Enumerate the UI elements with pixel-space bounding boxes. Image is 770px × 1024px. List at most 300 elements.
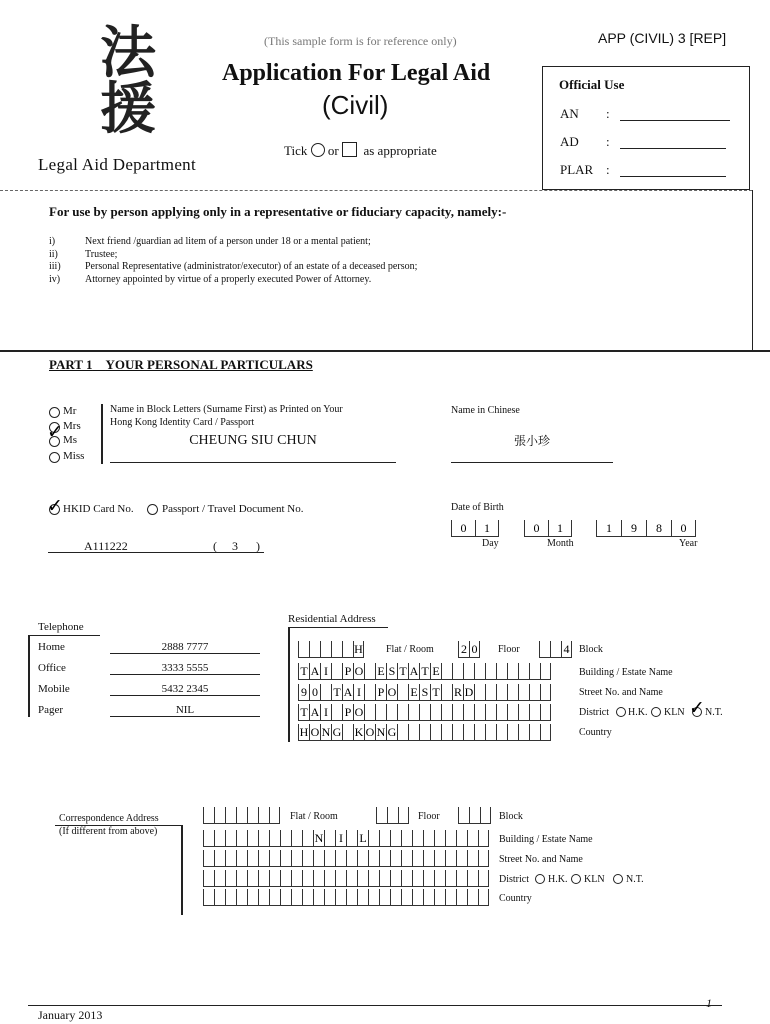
corr-district-cell[interactable] xyxy=(269,870,280,887)
department-name: Legal Aid Department xyxy=(38,155,197,174)
corr-building-boxes[interactable] xyxy=(203,830,489,847)
corr-street-cell[interactable] xyxy=(456,850,467,867)
dob-year-digit[interactable]: 0 xyxy=(671,520,696,537)
corr-building-cell[interactable] xyxy=(401,830,412,847)
res-district-cell[interactable] xyxy=(474,704,485,721)
res-street-cell[interactable]: T xyxy=(331,684,342,701)
corr-flat-boxes[interactable] xyxy=(203,807,280,824)
corr-country-cell[interactable] xyxy=(236,889,247,906)
corr-street-cell[interactable] xyxy=(291,850,302,867)
res-country-cell[interactable] xyxy=(397,724,408,741)
res-flat-cell[interactable] xyxy=(309,641,320,658)
corr-street-cell[interactable] xyxy=(247,850,258,867)
corr-building-cell[interactable] xyxy=(302,830,313,847)
dob-year-label: Year xyxy=(679,538,698,549)
ad-field[interactable] xyxy=(620,148,726,149)
res-street-cell[interactable] xyxy=(485,684,496,701)
corr-country-cell[interactable] xyxy=(368,889,379,906)
corr-street-cell[interactable] xyxy=(269,850,280,867)
corr-building-cell[interactable]: N xyxy=(314,831,324,845)
corr-country-cell[interactable] xyxy=(258,889,269,906)
res-district-cell[interactable] xyxy=(496,704,507,721)
res-street-cell[interactable]: E xyxy=(408,684,419,701)
res-building-cell[interactable] xyxy=(540,663,551,680)
corr-building-cell[interactable] xyxy=(280,830,291,847)
corr-district-cell[interactable] xyxy=(335,870,346,887)
corr-country-cell[interactable] xyxy=(401,889,412,906)
res-street-cell[interactable] xyxy=(496,684,507,701)
res-street-cell[interactable]: 0 xyxy=(309,684,320,701)
dob-year-digit[interactable]: 8 xyxy=(646,520,671,537)
res-flat-boxes[interactable] xyxy=(298,641,364,658)
corr-country-cell[interactable] xyxy=(269,889,280,906)
form-title-line2: (Civil) xyxy=(322,90,389,120)
corr-building-cell[interactable] xyxy=(236,830,247,847)
corr-street-cell[interactable] xyxy=(401,850,412,867)
list-item: iv) Attorney appointed by virtue of a properly executed Power of Attorney. xyxy=(49,274,372,286)
corr-flat-cell[interactable] xyxy=(236,807,247,824)
instruction-circle-icon xyxy=(311,143,325,157)
tel-home-underline xyxy=(110,653,260,654)
res-street-cell[interactable]: I xyxy=(353,684,364,701)
corr-building-cell[interactable] xyxy=(390,830,401,847)
corr-flat-cell[interactable] xyxy=(214,807,225,824)
name-underline xyxy=(110,462,396,463)
corr-street-cell[interactable] xyxy=(478,850,489,867)
res-street-cell[interactable] xyxy=(474,684,485,701)
res-building-cell[interactable]: I xyxy=(320,663,331,680)
corr-district-cell[interactable] xyxy=(478,870,489,887)
dob-month-digit[interactable]: 0 xyxy=(524,520,548,537)
corr-country-cell[interactable] xyxy=(335,889,346,906)
res-country-cell[interactable] xyxy=(419,724,430,741)
corr-country-cell[interactable] xyxy=(203,889,214,906)
corr-street-cell[interactable] xyxy=(313,850,324,867)
corr-country-cell[interactable] xyxy=(423,889,434,906)
corr-street-cell[interactable] xyxy=(346,850,357,867)
res-flat-cell[interactable] xyxy=(298,641,309,658)
res-country-cell[interactable] xyxy=(430,724,441,741)
chinese-name-value[interactable]: 張小珍 xyxy=(513,434,550,448)
corr-building-cell[interactable] xyxy=(368,830,379,847)
res-district-cell[interactable] xyxy=(408,704,419,721)
res-country-cell[interactable]: G xyxy=(387,725,397,739)
res-district-cell[interactable] xyxy=(331,704,342,721)
tel-home-value[interactable]: 2888 7777 xyxy=(161,641,209,653)
dob-month-digit[interactable]: 1 xyxy=(548,520,572,537)
corr-district-cell[interactable] xyxy=(379,870,390,887)
corr-country-cell[interactable] xyxy=(302,889,313,906)
res-district-cell[interactable] xyxy=(386,704,397,721)
res-building-cell[interactable]: T xyxy=(397,663,408,680)
corr-country-cell[interactable] xyxy=(445,889,456,906)
res-district-cell[interactable]: T xyxy=(298,704,309,721)
section-right-border xyxy=(752,190,753,350)
res-street-cell[interactable] xyxy=(397,684,408,701)
corr-street-cell[interactable] xyxy=(225,850,236,867)
corr-building-cell[interactable] xyxy=(456,830,467,847)
res-country-cell[interactable]: K xyxy=(354,725,364,739)
res-district-cell[interactable] xyxy=(463,704,474,721)
res-district-cell[interactable] xyxy=(485,704,496,721)
corr-district-cell[interactable] xyxy=(247,870,258,887)
corr-district-cell[interactable] xyxy=(214,870,225,887)
res-country-cell[interactable]: N xyxy=(376,725,386,739)
corr-building-cell[interactable] xyxy=(478,830,489,847)
res-street-boxes[interactable] xyxy=(298,684,551,701)
corr-district-cell[interactable] xyxy=(456,870,467,887)
res-street-cell[interactable] xyxy=(518,684,529,701)
dob-day-boxes[interactable] xyxy=(451,520,499,537)
nt-checkmark-icon: ✓ xyxy=(689,697,705,719)
res-country-label: Country xyxy=(579,727,612,738)
res-country-cell[interactable] xyxy=(485,724,496,741)
res-country-cell[interactable]: N xyxy=(321,725,331,739)
res-building-cell[interactable] xyxy=(529,663,540,680)
res-street-cell[interactable]: S xyxy=(419,684,430,701)
corr-street-cell[interactable] xyxy=(423,850,434,867)
res-building-cell[interactable]: P xyxy=(342,663,353,680)
res-district-cell[interactable] xyxy=(518,704,529,721)
res-district-cell[interactable] xyxy=(430,704,441,721)
dob-day-digit[interactable]: 0 xyxy=(451,520,475,537)
res-district-cell[interactable] xyxy=(452,704,463,721)
corr-flat-cell[interactable] xyxy=(269,807,280,824)
res-country-cell[interactable]: G xyxy=(332,725,342,739)
intro-heading: For use by person applying only in a representative or fiduciary capacity, namely:- xyxy=(49,204,507,219)
res-street-cell[interactable] xyxy=(540,684,551,701)
corr-street-cell[interactable] xyxy=(335,850,346,867)
res-district-radio-hk[interactable] xyxy=(616,707,626,717)
corr-district-boxes[interactable] xyxy=(203,870,489,887)
corr-block-boxes[interactable] xyxy=(458,807,491,824)
res-country-cell[interactable] xyxy=(496,724,507,741)
res-building-cell[interactable]: E xyxy=(430,663,441,680)
corr-district-cell[interactable] xyxy=(225,870,236,887)
corr-building-cell[interactable] xyxy=(434,830,445,847)
corr-street-cell[interactable] xyxy=(324,850,335,867)
corr-building-cell[interactable] xyxy=(346,830,357,847)
corr-district-cell[interactable] xyxy=(302,870,313,887)
corr-building-cell[interactable] xyxy=(291,830,302,847)
corr-district-cell[interactable] xyxy=(445,870,456,887)
corr-country-cell[interactable] xyxy=(467,889,478,906)
corr-block-cell[interactable] xyxy=(480,807,491,824)
res-street-cell[interactable]: T xyxy=(430,684,441,701)
corr-country-boxes[interactable] xyxy=(203,889,489,906)
tel-office-value[interactable]: 3333 5555 xyxy=(161,662,209,674)
ms-checkmark-icon: ✓ xyxy=(47,421,63,443)
corr-district-cell[interactable] xyxy=(258,870,269,887)
res-street-cell[interactable]: 9 xyxy=(298,684,309,701)
tel-pager-value[interactable]: NIL xyxy=(175,704,195,716)
dob-year-digit[interactable]: 9 xyxy=(621,520,646,537)
residential-title-rule xyxy=(288,627,388,628)
corr-building-cell[interactable] xyxy=(467,830,478,847)
corr-street-cell[interactable] xyxy=(258,850,269,867)
res-floor-boxes[interactable] xyxy=(458,641,480,658)
corr-block-label: Block xyxy=(499,811,523,822)
res-district-cell[interactable] xyxy=(507,704,518,721)
res-building-boxes[interactable] xyxy=(298,663,551,680)
res-country-cell[interactable] xyxy=(507,724,518,741)
res-district-cell[interactable]: I xyxy=(320,704,331,721)
corr-district-cell[interactable] xyxy=(313,870,324,887)
res-country-cell[interactable] xyxy=(441,724,452,741)
corr-district-cell[interactable] xyxy=(324,870,335,887)
corr-building-cell[interactable] xyxy=(423,830,434,847)
residential-title: Residential Address xyxy=(288,613,376,625)
corr-district-radio-nt[interactable] xyxy=(613,874,623,884)
name-value[interactable]: CHEUNG SIU CHUN xyxy=(189,433,317,448)
corr-building-cell[interactable] xyxy=(324,830,335,847)
res-country-cell[interactable]: H xyxy=(299,725,309,739)
dob-label: Date of Birth xyxy=(451,502,504,513)
res-flat-cell[interactable] xyxy=(331,641,342,658)
corr-floor-cell[interactable] xyxy=(398,807,409,824)
res-block-cell[interactable]: 4 xyxy=(561,641,572,658)
res-country-cell[interactable] xyxy=(518,724,529,741)
corr-flat-cell[interactable] xyxy=(225,807,236,824)
corr-floor-label: Floor xyxy=(418,811,440,822)
form-title-line1: Application For Legal Aid xyxy=(222,60,491,86)
id-check-digit[interactable]: 3 xyxy=(232,539,238,553)
res-floor-label: Floor xyxy=(498,644,520,655)
res-district-cell[interactable]: O xyxy=(354,705,364,719)
res-country-cell[interactable]: O xyxy=(310,725,320,739)
dob-month-label: Month xyxy=(547,538,574,549)
appropriate-text: as appropriate xyxy=(363,143,437,158)
corr-district-cell[interactable] xyxy=(390,870,401,887)
corr-country-cell[interactable] xyxy=(390,889,401,906)
telephone-title: Telephone xyxy=(38,621,84,633)
corr-block-cell[interactable] xyxy=(469,807,480,824)
res-district-cell[interactable] xyxy=(375,704,386,721)
res-district-cell[interactable] xyxy=(540,704,551,721)
res-flat-cell[interactable]: H xyxy=(354,642,363,656)
res-block-boxes[interactable] xyxy=(539,641,572,658)
instruction-square-icon xyxy=(342,142,357,157)
corr-district-cell[interactable] xyxy=(412,870,423,887)
res-building-cell[interactable] xyxy=(507,663,518,680)
corr-street-cell[interactable] xyxy=(467,850,478,867)
dob-year-boxes[interactable] xyxy=(596,520,696,537)
corr-street-boxes[interactable] xyxy=(203,850,489,867)
plar-field[interactable] xyxy=(620,176,726,177)
res-district-cell[interactable] xyxy=(364,704,375,721)
corr-street-cell[interactable] xyxy=(203,850,214,867)
res-building-cell[interactable]: T xyxy=(419,663,430,680)
res-country-cell[interactable] xyxy=(452,724,463,741)
res-street-cell[interactable]: D xyxy=(464,685,474,699)
res-building-cell[interactable] xyxy=(474,663,485,680)
footer-rule xyxy=(28,1005,722,1006)
dob-year-digit[interactable]: 1 xyxy=(596,520,621,537)
res-building-cell[interactable] xyxy=(364,663,375,680)
corr-district-hk-label: H.K. xyxy=(548,874,568,885)
corr-country-cell[interactable] xyxy=(357,889,368,906)
corr-country-cell[interactable] xyxy=(379,889,390,906)
corr-building-cell[interactable]: L xyxy=(357,830,368,847)
res-building-cell[interactable]: A xyxy=(310,664,320,678)
res-floor-cell[interactable]: 0 xyxy=(469,641,480,658)
res-street-cell[interactable] xyxy=(364,684,375,701)
res-country-cell[interactable] xyxy=(408,724,419,741)
corr-building-cell[interactable] xyxy=(412,830,423,847)
res-flat-cell[interactable] xyxy=(320,641,331,658)
dob-month-boxes[interactable] xyxy=(524,520,572,537)
res-building-cell[interactable] xyxy=(485,663,496,680)
corr-street-cell[interactable] xyxy=(368,850,379,867)
res-street-cell[interactable]: R xyxy=(453,685,462,699)
corr-street-cell[interactable] xyxy=(390,850,401,867)
corr-flat-cell[interactable] xyxy=(203,807,214,824)
res-block-cell[interactable] xyxy=(539,641,550,658)
tick-word: Tick xyxy=(284,143,308,158)
corr-floor-boxes[interactable] xyxy=(376,807,409,824)
corr-country-cell[interactable] xyxy=(434,889,445,906)
corr-street-cell[interactable] xyxy=(379,850,390,867)
res-district-radio-kln[interactable] xyxy=(651,707,661,717)
corr-street-cell[interactable] xyxy=(357,850,368,867)
res-street-cell[interactable]: P xyxy=(375,684,386,701)
res-country-cell[interactable] xyxy=(342,724,353,741)
res-district-cell[interactable] xyxy=(419,704,430,721)
corr-country-cell[interactable] xyxy=(313,889,324,906)
an-field[interactable] xyxy=(620,120,730,121)
corr-building-cell[interactable]: I xyxy=(335,830,346,847)
corr-district-cell[interactable] xyxy=(423,870,434,887)
res-building-cell[interactable]: A xyxy=(409,664,419,678)
corr-country-cell[interactable] xyxy=(291,889,302,906)
corr-flat-cell[interactable] xyxy=(247,807,258,824)
corr-building-cell[interactable] xyxy=(258,830,269,847)
dob-day-digit[interactable]: 1 xyxy=(475,520,499,537)
corr-country-cell[interactable] xyxy=(247,889,258,906)
res-building-cell[interactable]: E xyxy=(375,663,386,680)
corr-country-cell[interactable] xyxy=(225,889,236,906)
res-street-cell[interactable]: O xyxy=(387,685,397,699)
corr-street-cell[interactable] xyxy=(236,850,247,867)
corr-country-cell[interactable] xyxy=(478,889,489,906)
corr-district-cell[interactable] xyxy=(368,870,379,887)
corr-street-cell[interactable] xyxy=(434,850,445,867)
res-country-cell[interactable] xyxy=(463,724,474,741)
corr-building-cell[interactable] xyxy=(225,830,236,847)
corr-country-cell[interactable] xyxy=(214,889,225,906)
res-street-cell[interactable]: A xyxy=(343,685,353,699)
list-item: ii) Trustee; xyxy=(49,248,118,260)
corr-district-cell[interactable] xyxy=(203,870,214,887)
corr-floor-cell[interactable] xyxy=(387,807,398,824)
corr-district-cell[interactable] xyxy=(467,870,478,887)
corr-district-cell[interactable] xyxy=(434,870,445,887)
res-district-cell[interactable] xyxy=(397,704,408,721)
res-country-cell[interactable]: O xyxy=(365,725,375,739)
id-number-value[interactable]: A111222 xyxy=(84,539,128,553)
passport-radio[interactable] xyxy=(147,504,158,515)
corr-building-cell[interactable] xyxy=(247,830,258,847)
corr-country-cell[interactable] xyxy=(280,889,291,906)
corr-street-cell[interactable] xyxy=(445,850,456,867)
corr-country-cell[interactable] xyxy=(346,889,357,906)
corr-district-cell[interactable] xyxy=(357,870,368,887)
corr-district-kln-label: KLN xyxy=(584,874,605,885)
corr-street-cell[interactable] xyxy=(302,850,313,867)
tel-home-label: Home xyxy=(38,641,65,653)
res-building-cell[interactable]: S xyxy=(386,663,397,680)
tel-mobile-value[interactable]: 5432 2345 xyxy=(161,683,209,695)
res-floor-cell[interactable]: 2 xyxy=(458,641,469,658)
corr-district-cell[interactable] xyxy=(401,870,412,887)
res-building-cell[interactable] xyxy=(441,663,452,680)
corr-block-cell[interactable] xyxy=(458,807,469,824)
res-building-cell[interactable] xyxy=(463,663,474,680)
res-building-cell[interactable] xyxy=(496,663,507,680)
res-country-boxes[interactable] xyxy=(298,724,551,741)
corr-building-cell[interactable] xyxy=(379,830,390,847)
corr-district-radio-hk[interactable] xyxy=(535,874,545,884)
res-district-cell[interactable] xyxy=(529,704,540,721)
res-district-cell[interactable]: A xyxy=(310,705,320,719)
corr-district-cell[interactable] xyxy=(291,870,302,887)
page-number: 1 xyxy=(706,996,712,1010)
res-building-cell[interactable] xyxy=(331,663,342,680)
corr-building-cell[interactable] xyxy=(214,830,225,847)
res-district-boxes[interactable] xyxy=(298,704,551,721)
title-radio-miss[interactable] xyxy=(49,452,60,463)
intro-list xyxy=(49,236,417,287)
res-building-cell[interactable]: T xyxy=(298,663,309,680)
corr-country-cell[interactable] xyxy=(412,889,423,906)
corr-street-cell[interactable] xyxy=(214,850,225,867)
res-district-cell[interactable]: P xyxy=(342,704,353,721)
res-country-cell[interactable] xyxy=(529,724,540,741)
corr-building-cell[interactable] xyxy=(269,830,280,847)
telephone-title-rule xyxy=(28,635,100,636)
corr-building-cell[interactable] xyxy=(445,830,456,847)
res-district-cell[interactable] xyxy=(441,704,452,721)
corr-flat-cell[interactable] xyxy=(258,807,269,824)
res-block-cell[interactable] xyxy=(550,641,561,658)
corr-district-cell[interactable] xyxy=(346,870,357,887)
res-street-cell[interactable] xyxy=(320,684,331,701)
corr-country-cell[interactable] xyxy=(456,889,467,906)
res-country-cell[interactable] xyxy=(540,724,551,741)
corr-building-cell[interactable] xyxy=(203,830,214,847)
res-building-cell[interactable]: O xyxy=(354,664,364,678)
res-building-cell[interactable] xyxy=(518,663,529,680)
corr-street-cell[interactable] xyxy=(412,850,423,867)
res-building-cell[interactable] xyxy=(452,663,463,680)
res-street-cell[interactable] xyxy=(507,684,518,701)
corr-floor-cell[interactable] xyxy=(376,807,387,824)
name-block-marker xyxy=(101,404,103,464)
corr-district-cell[interactable] xyxy=(280,870,291,887)
official-use-title: Official Use xyxy=(559,77,625,92)
corr-district-radio-kln[interactable] xyxy=(571,874,581,884)
title-radio-mr[interactable] xyxy=(49,407,60,418)
res-country-cell[interactable] xyxy=(474,724,485,741)
corr-street-cell[interactable] xyxy=(280,850,291,867)
dob-day-label: Day xyxy=(482,538,499,549)
corr-district-nt-label: N.T. xyxy=(626,874,644,885)
corr-country-cell[interactable] xyxy=(324,889,335,906)
corr-district-cell[interactable] xyxy=(236,870,247,887)
res-flat-cell[interactable] xyxy=(342,641,353,658)
res-street-cell[interactable] xyxy=(441,684,452,701)
res-street-cell[interactable] xyxy=(529,684,540,701)
